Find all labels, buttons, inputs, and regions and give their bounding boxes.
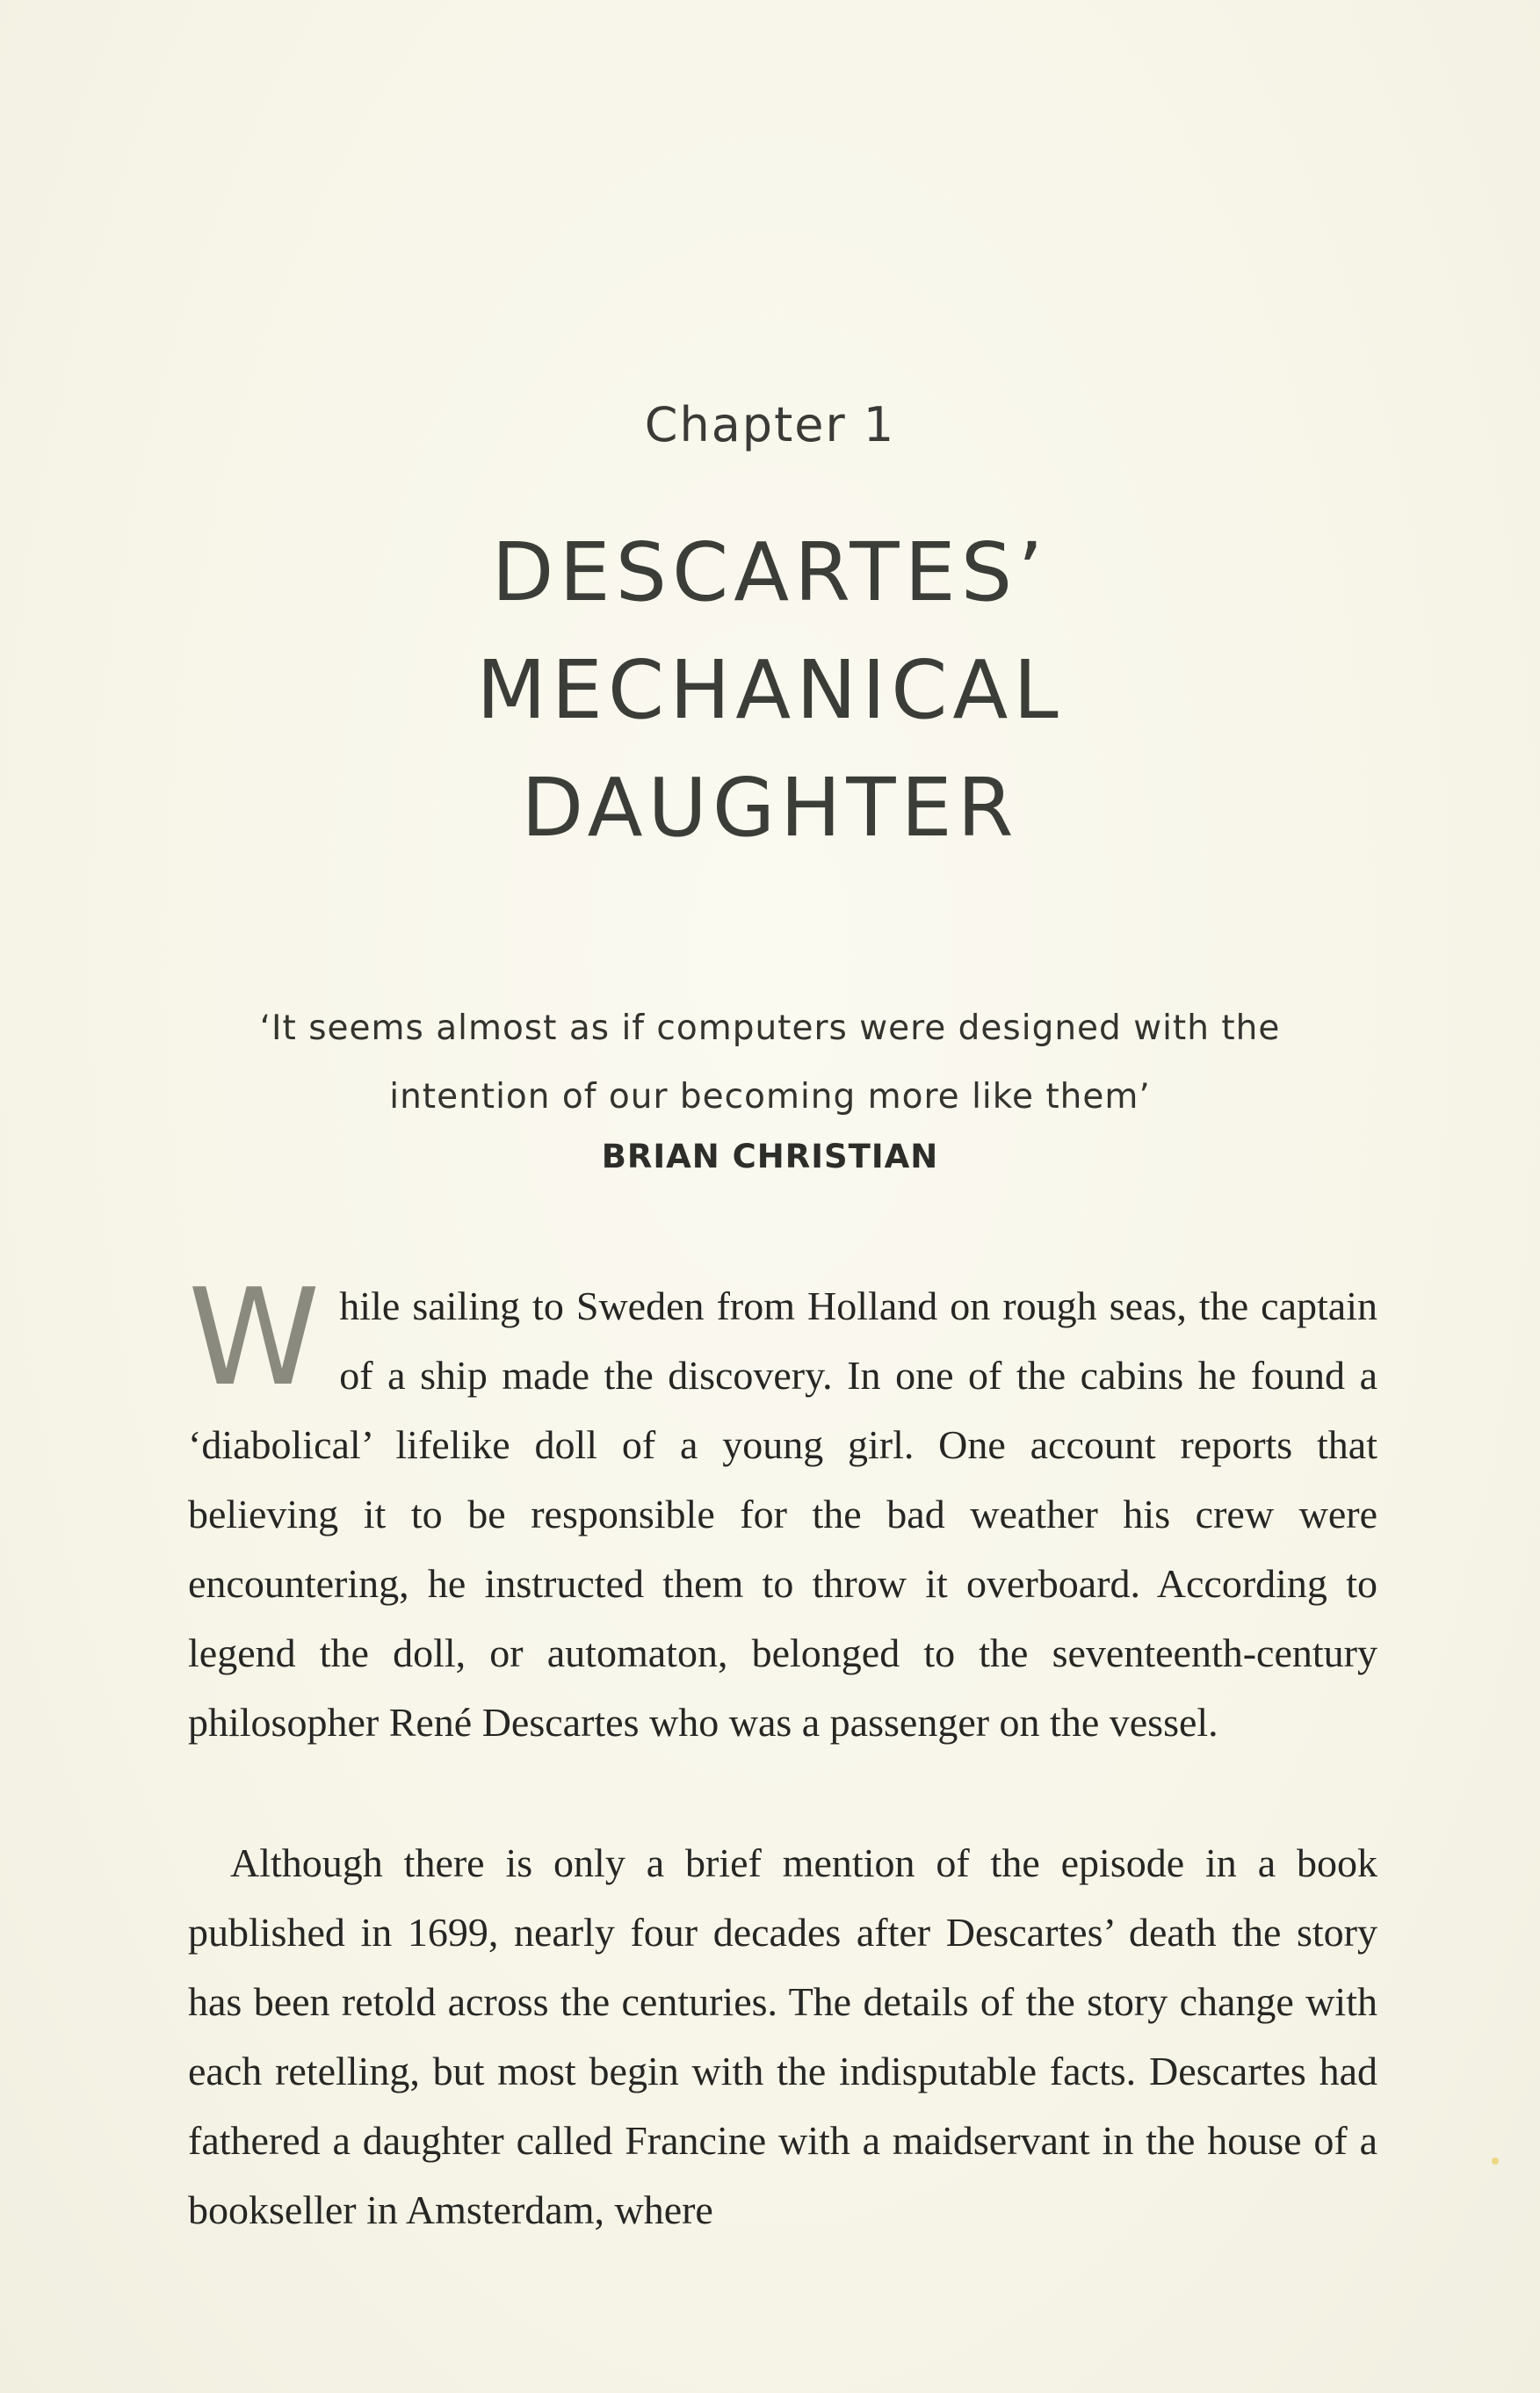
chapter-title-line: MECHANICAL <box>476 643 1064 737</box>
paragraph-text: Although there is only a brief mention of the episode in a book published in 1699, nearly four decades after Descartes’ death the story has been retold across the centuries. The details of the story change with each retelling, but most begin with the indisputable facts. Descartes had fathered a daughter called Francine with a maidservant in the house of a bookseller in Amsterdam, where <box>188 1840 1377 2232</box>
chapter-number: Chapter 1 <box>644 397 896 452</box>
chapter-title-line: DESCARTES’ <box>491 525 1049 619</box>
epigraph-line: ‘It seems almost as if computers were designed with the <box>259 1009 1281 1048</box>
chapter-title <box>0 514 1540 867</box>
paragraph-text: hile sailing to Sweden from Holland on rough seas, the captain of a ship made the discovery. In one of the cabins he found a ‘diabolical’ lifelike doll of a young girl. One account reports that believing it to be responsible for the bad weather his crew were encountering, he instructed them to throw it overboard. According to legend the doll, or automaton, belonged to the seventeenth-century philosopher René Descartes who was a passenger on the vessel. <box>188 1283 1377 1745</box>
chapter-title-line: DAUGHTER <box>521 761 1019 855</box>
paper-blemish <box>1492 2158 1499 2165</box>
drop-cap: W <box>188 1260 321 1415</box>
epigraph-author: BRIAN CHRISTIAN <box>601 1138 939 1175</box>
epigraph-quote <box>0 994 1540 1131</box>
body-paragraph <box>188 1260 1377 1757</box>
epigraph-line: intention of our becoming more like them’ <box>389 1077 1151 1117</box>
body-paragraph <box>188 1828 1377 2245</box>
